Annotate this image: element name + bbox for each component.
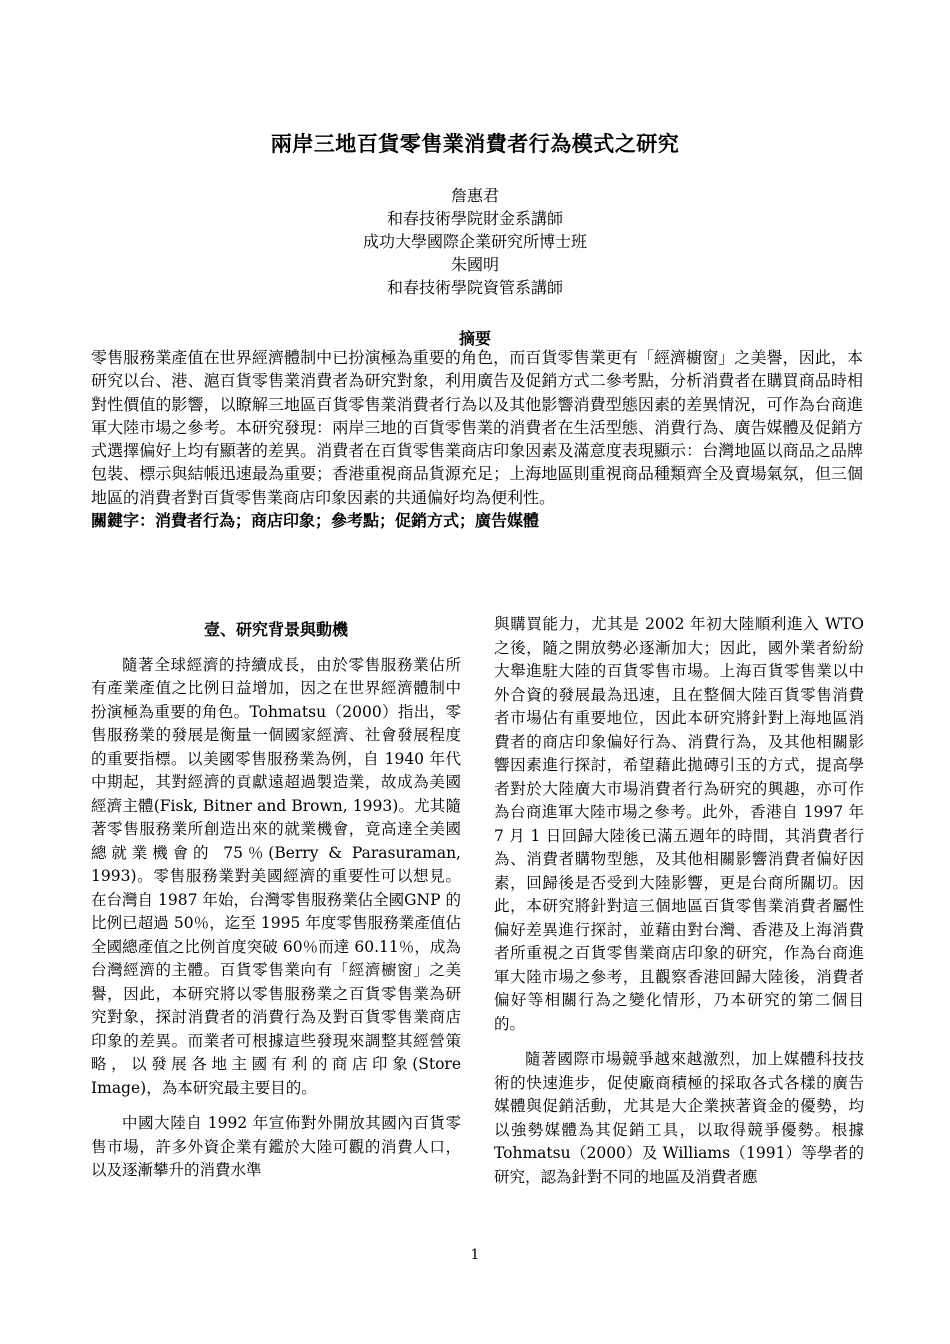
keywords: 關鍵字：消費者行為；商店印象；參考點；促銷方式；廣告媒體 (91, 511, 540, 531)
author-block (0, 184, 950, 299)
paragraph-continued: 與購買能力，尤其是 2002 年初大陸順利進入 WTO 之後，隨之開放勢必逐漸加大；因此，國外業者紛紛大舉進駐大陸的百貨零售市場。上海百貨零售業以中外合資的發展最為迅速，且在整個大陸百貨零售消費者市場佔有重要地位，因此本研究將針對上海地區消費者的商店印象偏好行為、消費行為，及其他相關影響因素進行探討，希望藉此拋磚引玉的方式，提高學者對於大陸廣大市場消費者行為研究的興趣，亦可作為台商進軍大陸市場之參考。此外，香港自 1997 年 7 月 1 日回歸大陸後已滿五週年的時間，其消費者行為、消費者購物型態，及其他相關影響消費者偏好因素，回歸後是否受到大陸影響，更是台商所關切。因此，本研究將針對這三個地區百貨零售業消費者屬性偏好差異進行探討，並藉由對台灣、香港及上海消費者所重視之百貨零售業商店印象的研究，作為台商進軍大陸市場之參考，且觀察香港回歸大陸後，消費者偏好等相關行為之變化情形，乃本研究的第二個目的。 (494, 615, 864, 1033)
abstract (91, 346, 863, 532)
author-name: 朱國明 (450, 255, 499, 274)
author-affiliation: 和春技術學院財金系講師 (386, 209, 563, 228)
abstract-heading: 摘要 (458, 329, 491, 348)
section-heading: 壹、研究背景與動機 (203, 620, 348, 639)
left-column (91, 613, 461, 1183)
abstract-body: 零售服務業產值在世界經濟體制中已扮演極為重要的角色，而百貨零售業更有「經濟櫥窗」之美譽，因此，本研究以台、港、滬百貨零售業消費者為研究對象，利用廣告及促銷方式二參考點，分析消費者在購買商品時相對性價值的影響，以瞭解三地區百貨零售業消費者行為以及其他影響消費型態因素的差異情況，可作為台商進軍大陸市場之參考。本研究發現：兩岸三地的百貨零售業的消費者在生活型態、消費行為、廣告媒體及促銷方式選擇偏好上均有顯著的差異。消費者在百貨零售業商店印象因素及滿意度表現顯示：台灣地區以商品之品牌包裝、標示與結帳迅速最為重要；香港重視商品貨源充足；上海地區則重視商品種類齊全及賣場氣氛，但三個地區的消費者對百貨零售業商店印象因素的共通偏好均為便利性。 (91, 348, 863, 507)
right-column (494, 613, 864, 1189)
author-affiliation: 和春技術學院資管系講師 (386, 278, 563, 297)
page-number: 1 (470, 1247, 480, 1263)
author-name: 詹惠君 (450, 186, 499, 205)
paper-title: 兩岸三地百貨零售業消費者行為模式之研究 (270, 132, 680, 156)
author-affiliation: 成功大學國際企業研究所博士班 (362, 232, 587, 251)
paragraph: 隨著全球經濟的持續成長，由於零售服務業佔所有產業產值之比例日益增加，因之在世界經濟體制中扮演極為重要的角色。Tohmatsu（2000）指出，零售服務業的發展是衡量一個國家經濟、社會發展程度的重要指標。以美國零售服務業為例，自 1940 年代中期起，其對經濟的貢獻遠超過製造業，故成為美國經濟主體(Fisk, Bitner and Brown, 1993)。尤其隨著零售服務業所創造出來的就業機會，竟高達全美國總就業機會的 75％(Berry & Parasuraman, 1993)。零售服務業對美國經濟的重要性可以想見。在台灣自 1987 年始，台灣零售服務業佔全國GNP 的比例已超過 50％，迄至 1995 年度零售服務業產值佔全國總產值之比例首度突破 60％而達 60.11％，成為台灣經濟的主體。百貨零售業向有「經濟櫥窗」之美譽，因此，本研究將以零售服務業之百貨零售業為研究對象，探討消費者的消費行為及對百貨零售業商店印象的差異。而業者可根據這些發現來調整其經營策略，以發展各地主國有利的商店印象(Store Image)，為本研究最主要目的。 (91, 655, 461, 1097)
paragraph: 隨著國際市場競爭越來越激烈，加上媒體科技技術的快速進步，促使廠商積極的採取各式各樣的廣告媒體與促銷活動，尤其是大企業挾著資金的優勢，均以強勢媒體為其促銷工具，以取得競爭優勢。根據Tohmatsu（2000）及 Williams（1991）等學者的研究，認為針對不同的地區及消費者應 (494, 1050, 864, 1186)
paragraph: 中國大陸自 1992 年宣佈對外開放其國內百貨零售市場，許多外資企業有鑑於大陸可觀的消費人口，以及逐漸攀升的消費水準 (91, 1114, 461, 1179)
